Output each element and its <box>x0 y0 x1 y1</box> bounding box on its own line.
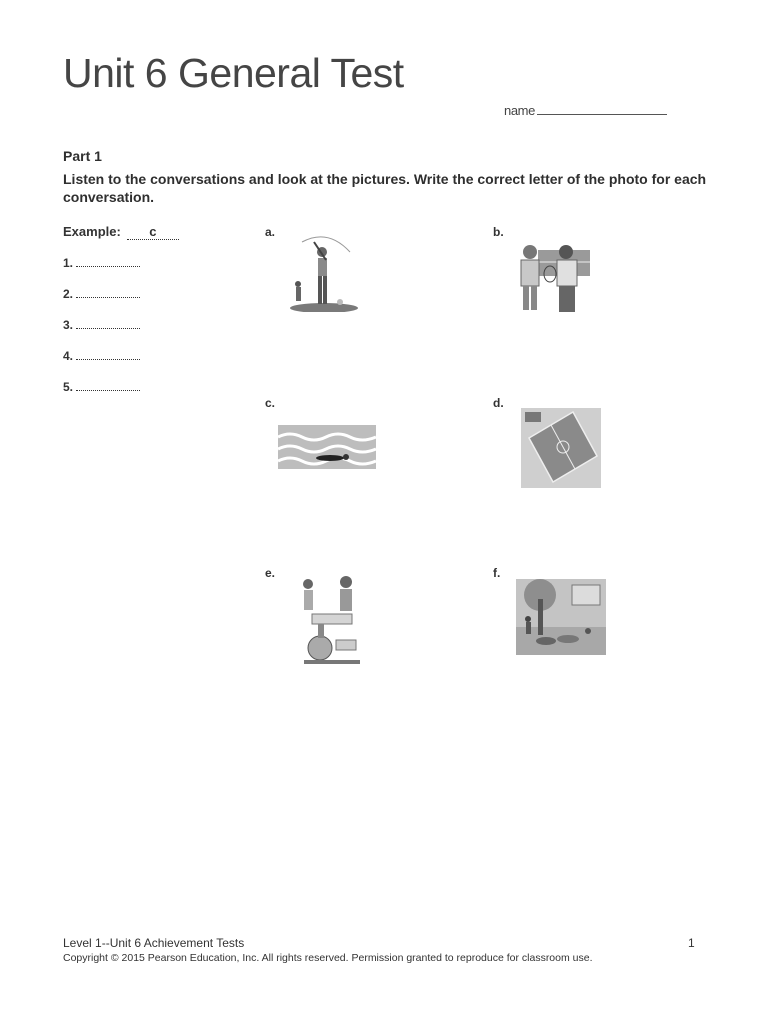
example-answer: c <box>127 224 179 240</box>
answer-blank[interactable] <box>76 381 140 391</box>
photo-label-b: b. <box>493 225 504 239</box>
instructions: Listen to the conversations and look at the pictures. Write the correct letter of the photo for each conversation. <box>63 171 707 205</box>
golfer-picture <box>288 232 360 312</box>
copyright-notice: Copyright © 2015 Pearson Education, Inc. All rights reserved. Permission granted to reproduce for classroom use. <box>63 952 593 964</box>
name-blank-line[interactable] <box>537 102 667 115</box>
photo-label-c: c. <box>265 396 276 410</box>
example-row <box>63 224 179 240</box>
park-picture <box>516 579 606 655</box>
photo-label-d: d. <box>493 396 504 410</box>
answer-blank[interactable] <box>76 257 140 267</box>
question-5[interactable]: 5. <box>63 380 140 394</box>
page-number: 1 <box>688 936 695 950</box>
question-3[interactable]: 3. <box>63 318 140 332</box>
photo-label-f: f. <box>493 566 501 580</box>
footer-title: Level 1--Unit 6 Achievement Tests <box>63 936 245 950</box>
question-4[interactable]: 4. <box>63 349 140 363</box>
tennis-players-picture <box>512 240 592 314</box>
answer-blank[interactable] <box>76 288 140 298</box>
photo-label-a: a. <box>265 225 276 239</box>
answer-blank[interactable] <box>76 319 140 329</box>
answer-blank[interactable] <box>76 350 140 360</box>
part-heading: Part 1 <box>63 148 102 164</box>
question-2[interactable]: 2. <box>63 287 140 301</box>
exercise-bike-picture <box>298 574 364 666</box>
soccer-field-picture <box>521 408 601 488</box>
name-label: name <box>504 103 535 118</box>
question-1[interactable]: 1. <box>63 256 140 270</box>
swimmer-picture <box>278 425 376 469</box>
page-title: Unit 6 General Test <box>63 50 404 96</box>
name-field[interactable] <box>504 102 667 118</box>
example-label: Example: <box>63 224 121 239</box>
photo-label-e: e. <box>265 566 276 580</box>
